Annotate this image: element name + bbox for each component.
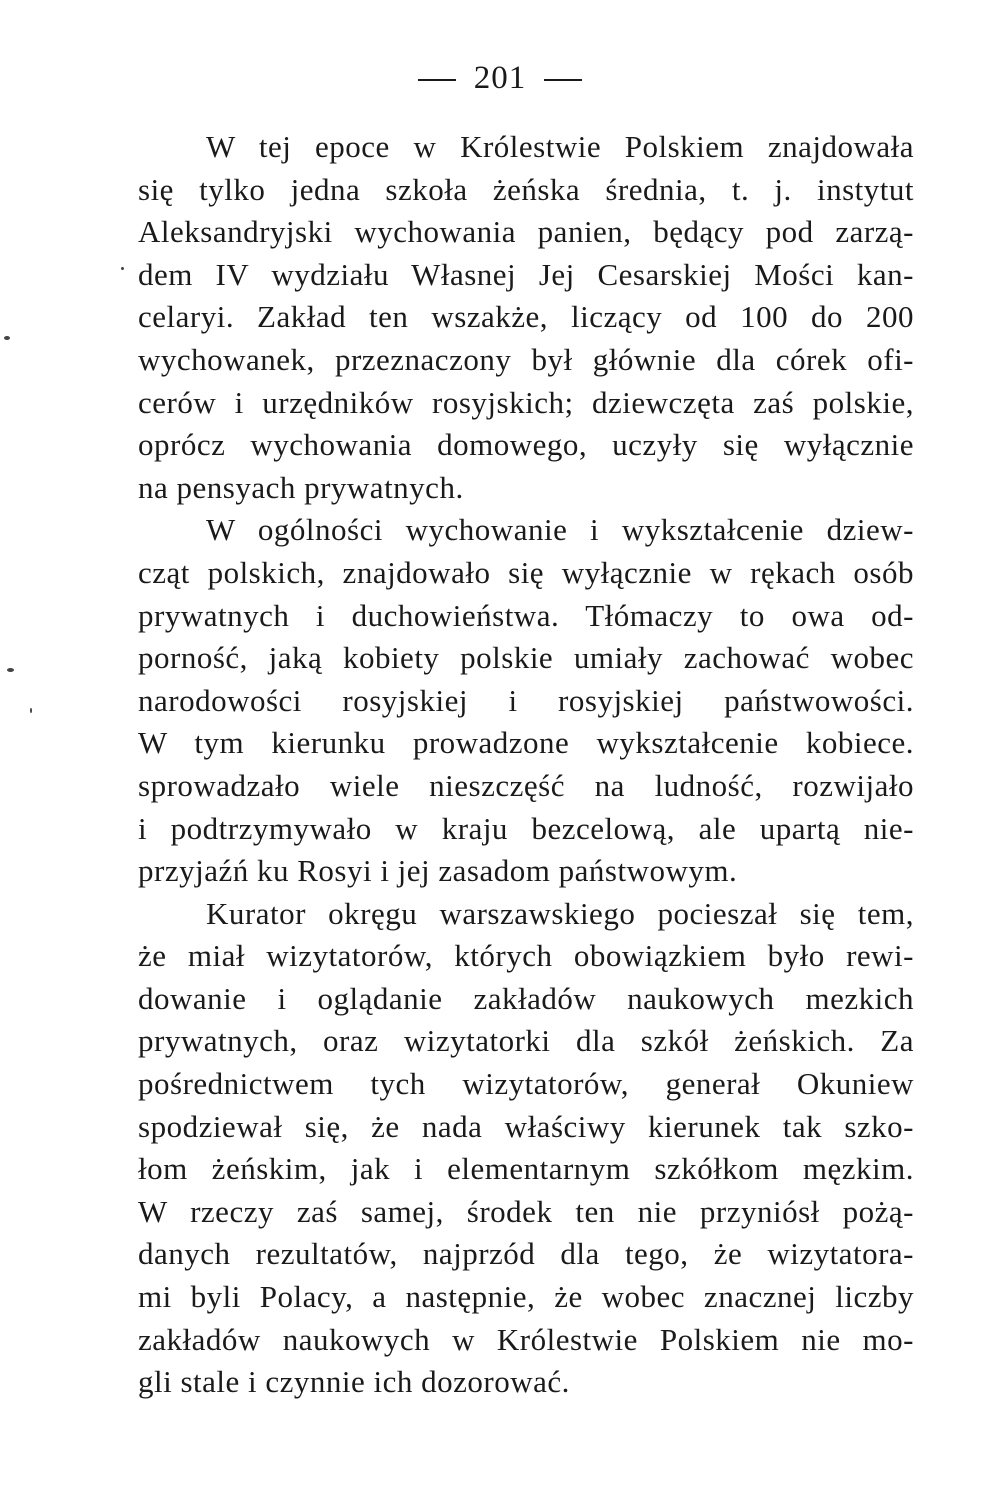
text-line: porność, jaką kobiety polskie umiały zachować wobec	[138, 640, 914, 676]
scan-speck	[121, 267, 124, 270]
text-line: łom żeńskim, jak i elementarnym szkółkom męzkim.	[138, 1151, 914, 1187]
text-line: i podtrzymywało w kraju bezcelową, ale upartą nie-	[138, 810, 914, 846]
text-line: W ogólności wychowanie i wykształcenie dziew-	[206, 512, 914, 548]
text-line: W rzeczy zaś samej, środek ten nie przyniósł pożą-	[138, 1193, 914, 1229]
text-line: Kurator okręgu warszawskiego pocieszał się tem,	[206, 895, 914, 931]
text-line: oprócz wychowania domowego, uczyły się wyłącznie	[138, 427, 914, 463]
text-line: W tym kierunku prowadzone wykształcenie kobiece.	[138, 725, 914, 761]
text-line: że miał wizytatorów, których obowiązkiem było rewi-	[138, 938, 914, 974]
text-line: cząt polskich, znajdowało się wyłącznie w rękach osób	[138, 554, 914, 590]
text-line: W tej epoce w Królestwie Polskiem znajdowała	[206, 129, 914, 164]
text-line: się tylko jedna szkoła żeńska średnia, t. j. instytut	[138, 171, 914, 207]
scan-speck	[7, 668, 14, 672]
text-line: spodziewał się, że nada właściwy kierunek tak szko-	[138, 1108, 914, 1144]
text-line: pośrednictwem tych wizytatorów, generał Okuniew	[138, 1066, 914, 1102]
text-line: prywatnych, oraz wizytatorki dla szkół żeńskich. Za	[138, 1023, 914, 1059]
text-line: narodowości rosyjskiej i rosyjskiej państwowości.	[138, 682, 914, 718]
text-line: gli stale i czynnie ich dozorować.	[138, 1364, 570, 1400]
text-line: Aleksandryjski wychowania panien, będący pod zarzą-	[138, 214, 914, 250]
text-line: cerów i urzędników rosyjskich; dziewczęta zaś polskie,	[138, 384, 914, 420]
text-line: zakładów naukowych w Królestwie Polskiem nie mo-	[138, 1321, 914, 1357]
page-number: 201	[473, 60, 527, 96]
text-line: danych rezultatów, najprzód dla tego, że wizytatora-	[138, 1236, 914, 1272]
text-line: prywatnych i duchowieństwa. Tłómaczy to owa od-	[138, 597, 914, 633]
body-text	[138, 126, 914, 1404]
scan-speck	[30, 708, 32, 713]
text-line: sprowadzało wiele nieszczęść na ludność, rozwijało	[138, 767, 914, 803]
left-dash	[418, 79, 456, 81]
right-dash	[544, 79, 582, 81]
text-line: wychowanek, przeznaczony był głównie dla córek ofi-	[138, 341, 914, 377]
text-line: celaryi. Zakład ten wszakże, liczący od 100 do 200	[138, 299, 914, 335]
text-line: przyjaźń ku Rosyi i jej zasadom państwowym.	[138, 853, 738, 889]
scan-speck	[4, 336, 10, 340]
text-line: dowanie i oglądanie zakładów naukowych mezkich	[138, 980, 914, 1016]
text-line: na pensyach prywatnych.	[138, 469, 464, 505]
page-number-header	[0, 58, 1000, 98]
text-line: dem IV wydziału Własnej Jej Cesarskiej Mości kan-	[138, 256, 914, 292]
text-line: mi byli Polacy, a następnie, że wobec znacznej liczby	[138, 1279, 914, 1315]
